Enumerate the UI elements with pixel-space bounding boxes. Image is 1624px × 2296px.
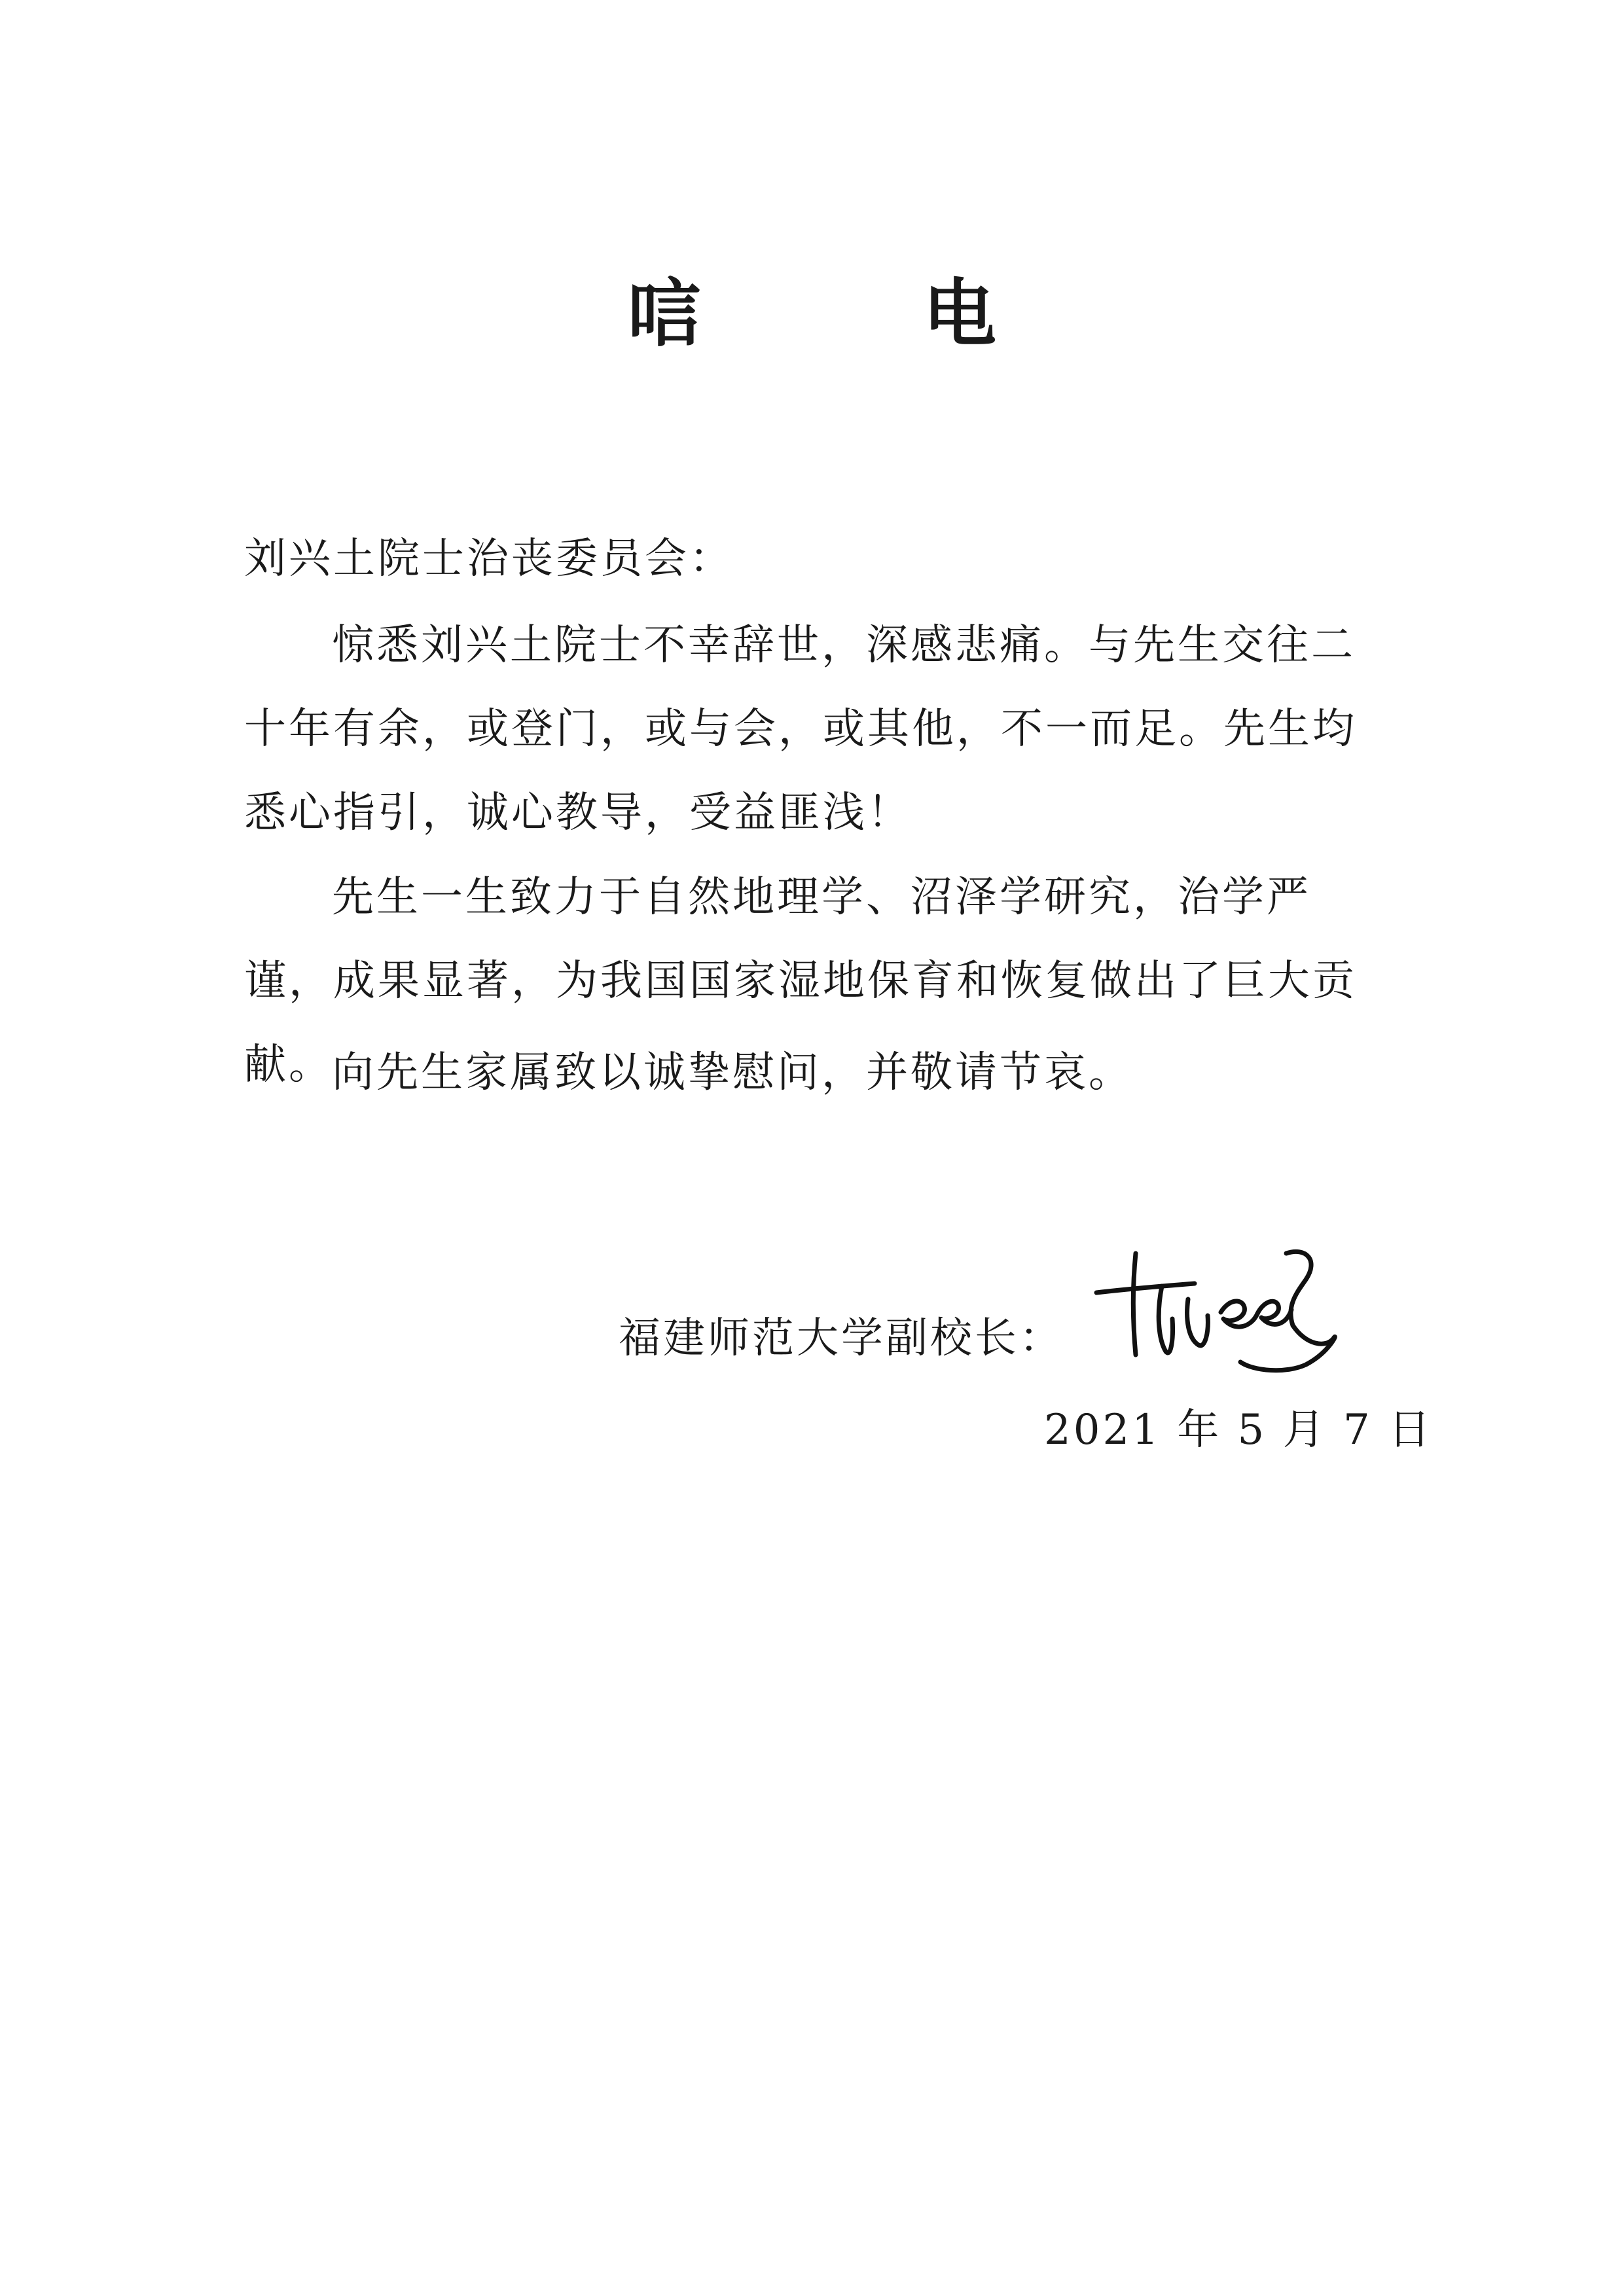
document-title: 唁 电 — [628, 272, 1094, 357]
paragraph-sympathy: 向先生家属致以诚挚慰问，并敬请节哀。 — [332, 1049, 1133, 1097]
document-date: 2021 年 5 月 7 日 — [1044, 1406, 1434, 1454]
signatory-title: 福建师范大学副校长： — [619, 1314, 1064, 1363]
salutation: 刘兴土院士治丧委员会： — [244, 535, 734, 583]
paragraph-contribution: 先生一生致力于自然地理学、沼泽学研究，治学严谨，成果显著，为我国国家湿地保育和恢复做出了巨大贡献。 — [244, 873, 1357, 1089]
paragraph-condolence: 惊悉刘兴土院士不幸辞世，深感悲痛。与先生交往二十年有余，或登门，或与会，或其他，不一而足。先生均悉心指引，诚心教导，受益匪浅！ — [244, 621, 1357, 837]
handwritten-signature — [1090, 1240, 1339, 1378]
